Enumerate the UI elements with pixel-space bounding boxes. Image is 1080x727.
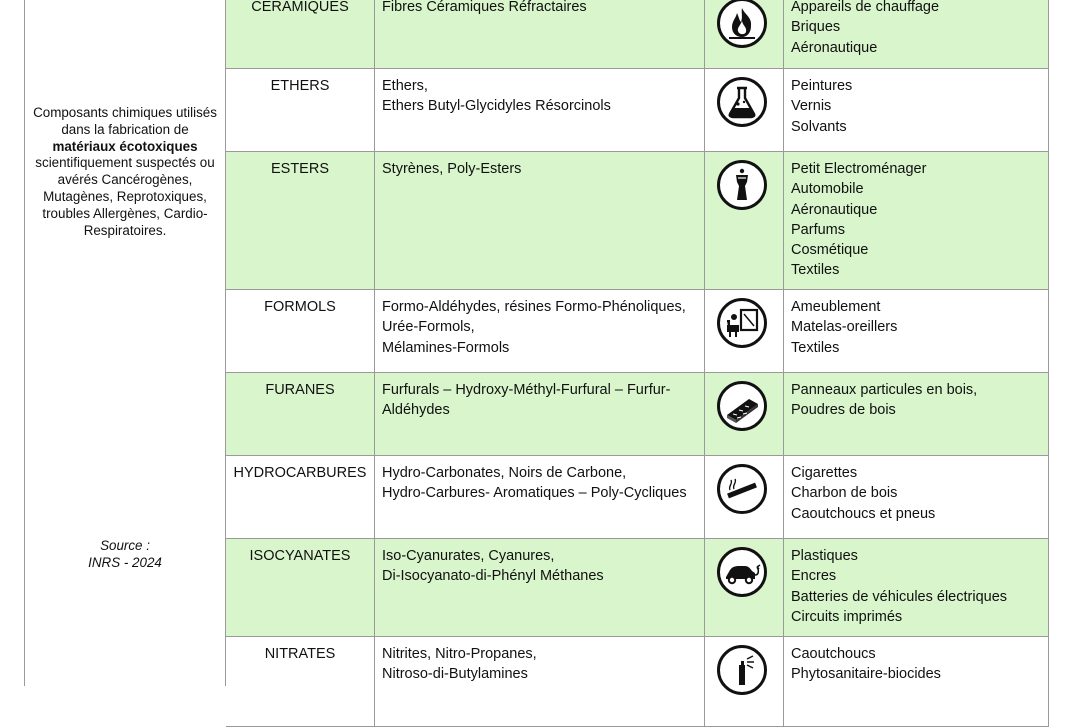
use-line: Textiles: [791, 339, 840, 356]
icon-cell: [705, 152, 784, 289]
component-line: Ethers,: [382, 78, 428, 94]
component-line: Fibres Céramiques Réfractaires: [382, 0, 587, 15]
table-row: [226, 0, 1049, 69]
components-cell: [375, 539, 705, 636]
family-cell: [226, 69, 375, 151]
component-line: Nitroso-di-Butylamines: [382, 666, 528, 683]
use-line: Circuits imprimés: [791, 608, 903, 625]
use-line: Cigarettes: [791, 465, 858, 481]
use-line: Briques: [791, 19, 841, 36]
component-line: Mélamines-Formols: [382, 339, 510, 356]
use-line: Panneaux particules en bois,: [791, 382, 978, 398]
description-post: scientifiquement suspectés ou avérés Cancérogènes, Mutagènes, Reprotoxiques, troubles Allergènes, Cardio-Respiratoires.: [35, 155, 215, 238]
family-cell: [226, 0, 375, 68]
table-row: [226, 290, 1049, 373]
use-line: Caoutchoucs: [791, 646, 876, 662]
electric-car-icon: [717, 547, 767, 597]
components-cell: [375, 290, 705, 372]
table-row: [226, 152, 1049, 290]
use-line: Plastiques: [791, 548, 858, 564]
family-name: FORMOLS: [264, 299, 336, 315]
icon-cell: [705, 290, 784, 372]
use-line: Textiles: [791, 262, 840, 279]
components-cell: [375, 69, 705, 151]
mannequin-icon: [717, 160, 767, 210]
family-name: FURANES: [265, 382, 335, 398]
component-line: Aldéhydes: [382, 402, 450, 419]
icon-cell: [705, 373, 784, 455]
flask-icon: [717, 77, 767, 127]
family-name: ESTERS: [270, 161, 329, 177]
use-line: Aéronautique: [791, 39, 878, 56]
components-cell: [375, 373, 705, 455]
furniture-icon: [717, 298, 767, 348]
component-line: Di-Isocyanato-di-Phényl Méthanes: [382, 568, 604, 585]
use-line: Poudres de bois: [791, 402, 896, 419]
fire-icon: [717, 0, 767, 48]
family-cell: [226, 456, 375, 538]
components-cell: [375, 152, 705, 289]
spray-icon: [717, 645, 767, 695]
component-line: Iso-Cyanurates, Cyanures,: [382, 548, 555, 564]
use-line: Automobile: [791, 181, 864, 198]
use-line: Caoutchoucs et pneus: [791, 505, 936, 522]
components-cell: [375, 637, 705, 726]
family-cell: [226, 637, 375, 726]
wood-panel-icon: [717, 381, 767, 431]
use-line: Peintures: [791, 78, 853, 94]
family-cell: [226, 290, 375, 372]
use-line: Aéronautique: [791, 201, 878, 218]
table-row: [226, 69, 1049, 152]
family-name: ISOCYANATES: [249, 548, 351, 564]
component-line: Hydro-Carbonates, Noirs de Carbone,: [382, 465, 627, 481]
uses-cell: [784, 539, 1049, 636]
icon-cell: [705, 456, 784, 538]
component-line: Ethers Butyl-Glycidyles Résorcinols: [382, 98, 611, 115]
table-row: [226, 373, 1049, 456]
family-cell: [226, 373, 375, 455]
uses-cell: [784, 69, 1049, 151]
left-description: [30, 105, 220, 239]
uses-cell: [784, 152, 1049, 289]
uses-cell: [784, 0, 1049, 68]
component-line: Urée-Formols,: [382, 319, 475, 336]
use-line: Charbon de bois: [791, 485, 898, 502]
use-line: Petit Electroménager: [791, 161, 927, 177]
components-cell: [375, 456, 705, 538]
component-line: Furfurals – Hydroxy-Méthyl-Furfural – Furfur-: [382, 382, 671, 398]
family-cell: [226, 152, 375, 289]
component-line: Formo-Aldéhydes, résines Formo-Phénoliques,: [382, 299, 686, 315]
icon-cell: [705, 0, 784, 68]
family-name: HYDROCARBURES: [233, 465, 367, 481]
use-line: Parfums: [791, 221, 845, 238]
use-line: Solvants: [791, 118, 847, 135]
icon-cell: [705, 539, 784, 636]
icon-cell: [705, 637, 784, 726]
source-value: INRS - 2024: [88, 554, 162, 570]
cigarette-icon: [717, 464, 767, 514]
uses-cell: [784, 456, 1049, 538]
use-line: Cosmétique: [791, 242, 869, 259]
use-line: Phytosanitaire-biocides: [791, 666, 941, 683]
icon-cell: [705, 69, 784, 151]
family-name: CERAMIQUES: [251, 0, 349, 15]
source-label: Source :: [100, 538, 150, 553]
use-line: Matelas-oreillers: [791, 319, 898, 336]
use-line: Ameublement: [791, 299, 881, 315]
component-line: Nitrites, Nitro-Propanes,: [382, 646, 537, 662]
use-line: Vernis: [791, 98, 832, 115]
use-line: Appareils de chauffage: [791, 0, 940, 15]
uses-cell: [784, 637, 1049, 726]
uses-cell: [784, 373, 1049, 455]
use-line: Batteries de véhicules électriques: [791, 588, 1008, 605]
table-row: [226, 539, 1049, 637]
family-name: ETHERS: [270, 78, 330, 94]
use-line: Encres: [791, 568, 837, 585]
component-line: Styrènes, Poly-Esters: [382, 161, 522, 177]
family-cell: [226, 539, 375, 636]
family-name: NITRATES: [264, 646, 336, 662]
component-line: Hydro-Carbures- Aromatiques – Poly-Cycliques: [382, 485, 687, 502]
uses-cell: [784, 290, 1049, 372]
table-row: [226, 637, 1049, 727]
components-cell: [375, 0, 705, 68]
source-note: [30, 538, 220, 572]
description-pre: Composants chimiques utilisés dans la fabrication de: [33, 105, 217, 137]
table-row: [226, 456, 1049, 539]
left-column: [24, 0, 226, 686]
description-bold: matériaux écotoxiques: [52, 138, 198, 154]
